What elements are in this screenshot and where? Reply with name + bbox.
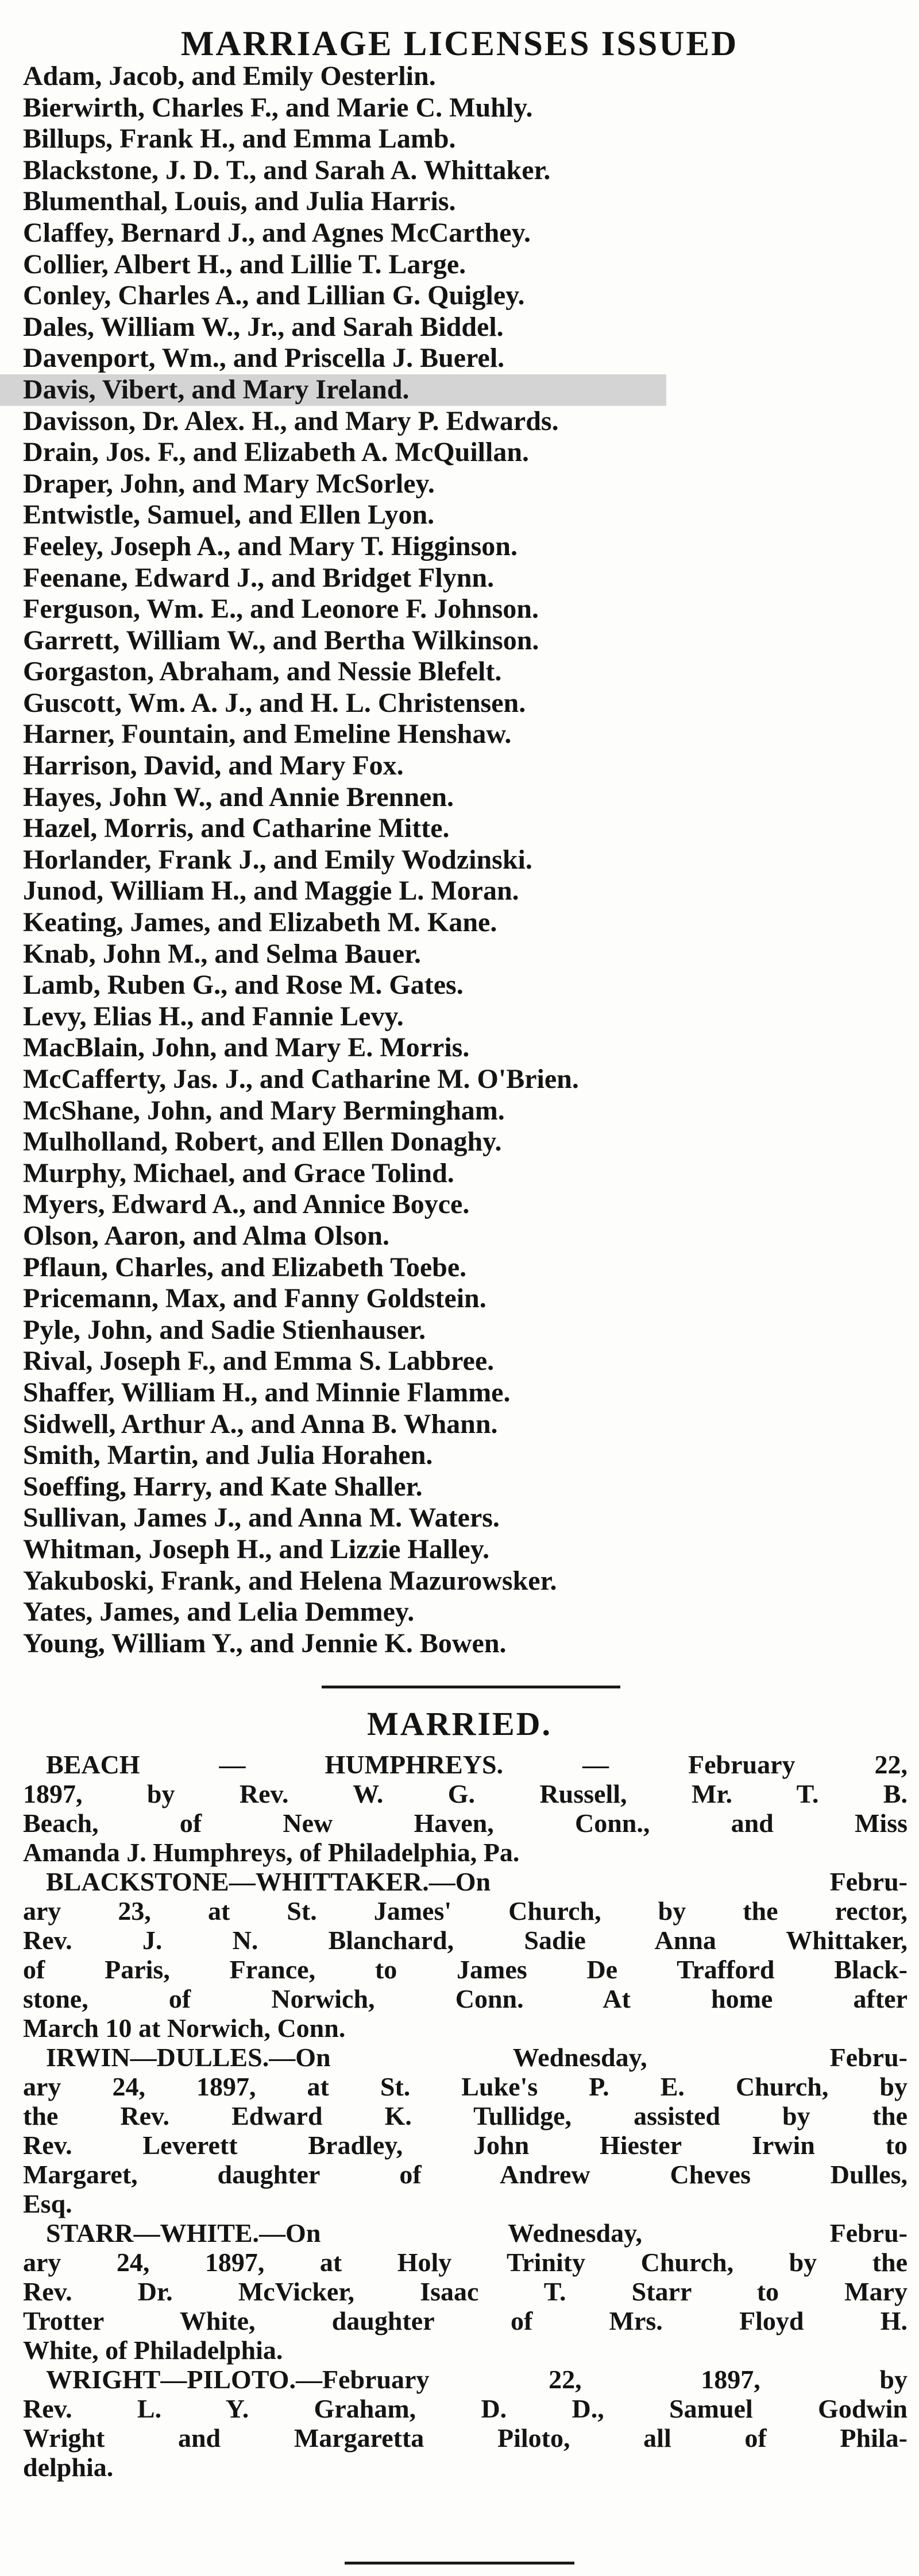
notice-line: Trotter White, daughter of Mrs. Floyd H. [23, 2306, 908, 2335]
license-entry: Harrison, David, and Mary Fox. [23, 750, 404, 781]
license-entry: Lamb, Ruben G., and Rose M. Gates. [23, 970, 464, 1001]
license-entry: Billups, Frank H., and Emma Lamb. [23, 123, 456, 154]
license-entry: Rival, Joseph F., and Emma S. Labbree. [23, 1346, 495, 1377]
notice-line: Rev. J. N. Blanchard, Sadie Anna Whittaker, [23, 1926, 908, 1955]
license-entry: Adam, Jacob, and Emily Oesterlin. [23, 61, 436, 91]
notice-line: BLACKSTONE—WHITTAKER.—On Febru- [46, 1867, 908, 1896]
notice-line: Beach, of New Haven, Conn., and Miss [23, 1808, 908, 1838]
license-entry: Olson, Aaron, and Alma Olson. [23, 1220, 389, 1251]
notice-line: 1897, by Rev. W. G. Russell, Mr. T. B. [23, 1779, 908, 1808]
license-entry: Pricemann, Max, and Fanny Goldstein. [23, 1283, 486, 1314]
license-entry: Blumenthal, Louis, and Julia Harris. [23, 186, 456, 217]
notice-line: stone, of Norwich, Conn. At home after [23, 1984, 908, 2013]
license-entry: Bierwirth, Charles F., and Marie C. Muhly. [23, 92, 533, 123]
notice-line: STARR—WHITE.—On Wednesday, Febru- [46, 2218, 908, 2248]
notice-line: Wright and Margaretta Piloto, all of Phila- [23, 2423, 908, 2453]
license-entry: Garrett, William W., and Bertha Wilkinson. [23, 625, 539, 656]
license-entry: McCafferty, Jas. J., and Catharine M. O'Brien. [23, 1064, 579, 1094]
license-entry: Draper, John, and Mary McSorley. [23, 468, 435, 499]
license-entry: Dales, William W., Jr., and Sarah Biddel. [23, 311, 504, 342]
license-entry: Blackstone, J. D. T., and Sarah A. Whittaker. [23, 154, 551, 185]
license-entry: Levy, Elias H., and Fannie Levy. [23, 1001, 404, 1032]
marriage-licenses-heading: MARRIAGE LICENSES ISSUED [180, 25, 739, 63]
license-entry: Harner, Fountain, and Emeline Henshaw. [23, 719, 512, 750]
license-entry: Soeffing, Harry, and Kate Shaller. [23, 1471, 423, 1502]
notice-line: March 10 at Norwich, Conn. [23, 2013, 346, 2043]
notice-line: BEACH — HUMPHREYS. — February 22, [46, 1750, 908, 1779]
license-entry: Gorgaston, Abraham, and Nessie Blefelt. [23, 656, 502, 687]
license-entry: Ferguson, Wm. E., and Leonore F. Johnson. [23, 594, 539, 625]
notice-line: the Rev. Edward K. Tullidge, assisted by the [23, 2101, 908, 2130]
notice-line: Rev. L. Y. Graham, D. D., Samuel Godwin [23, 2394, 908, 2423]
married-notices [23, 1750, 908, 2482]
license-entry: Collier, Albert H., and Lillie T. Large. [23, 249, 466, 280]
notice-line: Amanda J. Humphreys, of Philadelphia, Pa. [23, 1838, 520, 1867]
license-entry: Murphy, Michael, and Grace Tolind. [23, 1157, 454, 1188]
license-entry: Whitman, Joseph H., and Lizzie Halley. [23, 1533, 490, 1564]
notice-line: of Paris, France, to James De Trafford Black- [23, 1955, 908, 1984]
notice-line: ary 24, 1897, at St. Luke's P. E. Church, by [23, 2072, 908, 2101]
license-entry: Hazel, Morris, and Catharine Mitte. [23, 813, 450, 844]
notice-line: ary 23, at St. James' Church, by the rector, [23, 1896, 908, 1926]
section-divider [345, 2562, 574, 2565]
license-entry: Conley, Charles A., and Lillian G. Quigley. [23, 280, 525, 311]
license-entry: Smith, Martin, and Julia Horahen. [23, 1440, 433, 1471]
license-entry: Drain, Jos. F., and Elizabeth A. McQuillan. [23, 437, 530, 468]
license-entry: MacBlain, John, and Mary E. Morris. [23, 1032, 470, 1063]
notice-line: Rev. Dr. McVicker, Isaac T. Starr to Mary [23, 2277, 908, 2306]
license-entry: Young, William Y., and Jennie K. Bowen. [23, 1628, 507, 1659]
notice-line: delphia. [23, 2453, 114, 2482]
marriage-license-list [23, 61, 908, 1659]
license-entry: Mulholland, Robert, and Ellen Donaghy. [23, 1126, 502, 1157]
license-entry: McShane, John, and Mary Bermingham. [23, 1095, 505, 1126]
license-entry: Feeley, Joseph A., and Mary T. Higginson. [23, 530, 518, 561]
license-entry: Claffey, Bernard J., and Agnes McCarthey. [23, 217, 531, 248]
license-entry: Pyle, John, and Sadie Stienhauser. [23, 1314, 426, 1345]
license-entry: Shaffer, William H., and Minnie Flamme. [23, 1377, 511, 1408]
notice-line: Margaret, daughter of Andrew Cheves Dulles, [23, 2160, 908, 2189]
license-entry: Horlander, Frank J., and Emily Wodzinski. [23, 844, 532, 875]
license-entry: Entwistle, Samuel, and Ellen Lyon. [23, 499, 435, 530]
license-entry-highlighted: Davis, Vibert, and Mary Ireland. [0, 374, 666, 406]
license-entry: Guscott, Wm. A. J., and H. L. Christensen. [23, 687, 526, 718]
license-entry: Knab, John M., and Selma Bauer. [23, 938, 422, 969]
notice-line: White, of Philadelphia. [23, 2335, 283, 2365]
section-divider [322, 1686, 620, 1688]
license-entry: Davenport, Wm., and Priscella J. Buerel. [23, 343, 505, 374]
notice-line: IRWIN—DULLES.—On Wednesday, Febru- [46, 2043, 908, 2072]
license-entry: Junod, William H., and Maggie L. Moran. [23, 876, 519, 907]
license-entry: Yakuboski, Frank, and Helena Mazurowsker. [23, 1565, 557, 1596]
married-heading: MARRIED. [366, 1705, 553, 1742]
license-entry: Sidwell, Arthur A., and Anna B. Whann. [23, 1408, 498, 1439]
notice-line: ary 24, 1897, at Holy Trinity Church, by the [23, 2248, 908, 2277]
license-entry: Hayes, John W., and Annie Brennen. [23, 781, 454, 812]
notice-line: WRIGHT—PILOTO.—February 22, 1897, by [46, 2365, 908, 2394]
license-entry: Sullivan, James J., and Anna M. Waters. [23, 1502, 500, 1533]
license-entry: Feenane, Edward J., and Bridget Flynn. [23, 562, 495, 593]
license-entry: Myers, Edward A., and Annice Boyce. [23, 1189, 470, 1220]
notice-line: Rev. Leverett Bradley, John Hiester Irwin to [23, 2130, 908, 2160]
notice-line: Esq. [23, 2189, 72, 2218]
license-entry: Yates, James, and Lelia Demmey. [23, 1597, 415, 1628]
license-entry: Pflaun, Charles, and Elizabeth Toebe. [23, 1252, 467, 1283]
license-entry: Keating, James, and Elizabeth M. Kane. [23, 907, 497, 938]
license-entry: Davisson, Dr. Alex. H., and Mary P. Edwards. [23, 405, 559, 436]
